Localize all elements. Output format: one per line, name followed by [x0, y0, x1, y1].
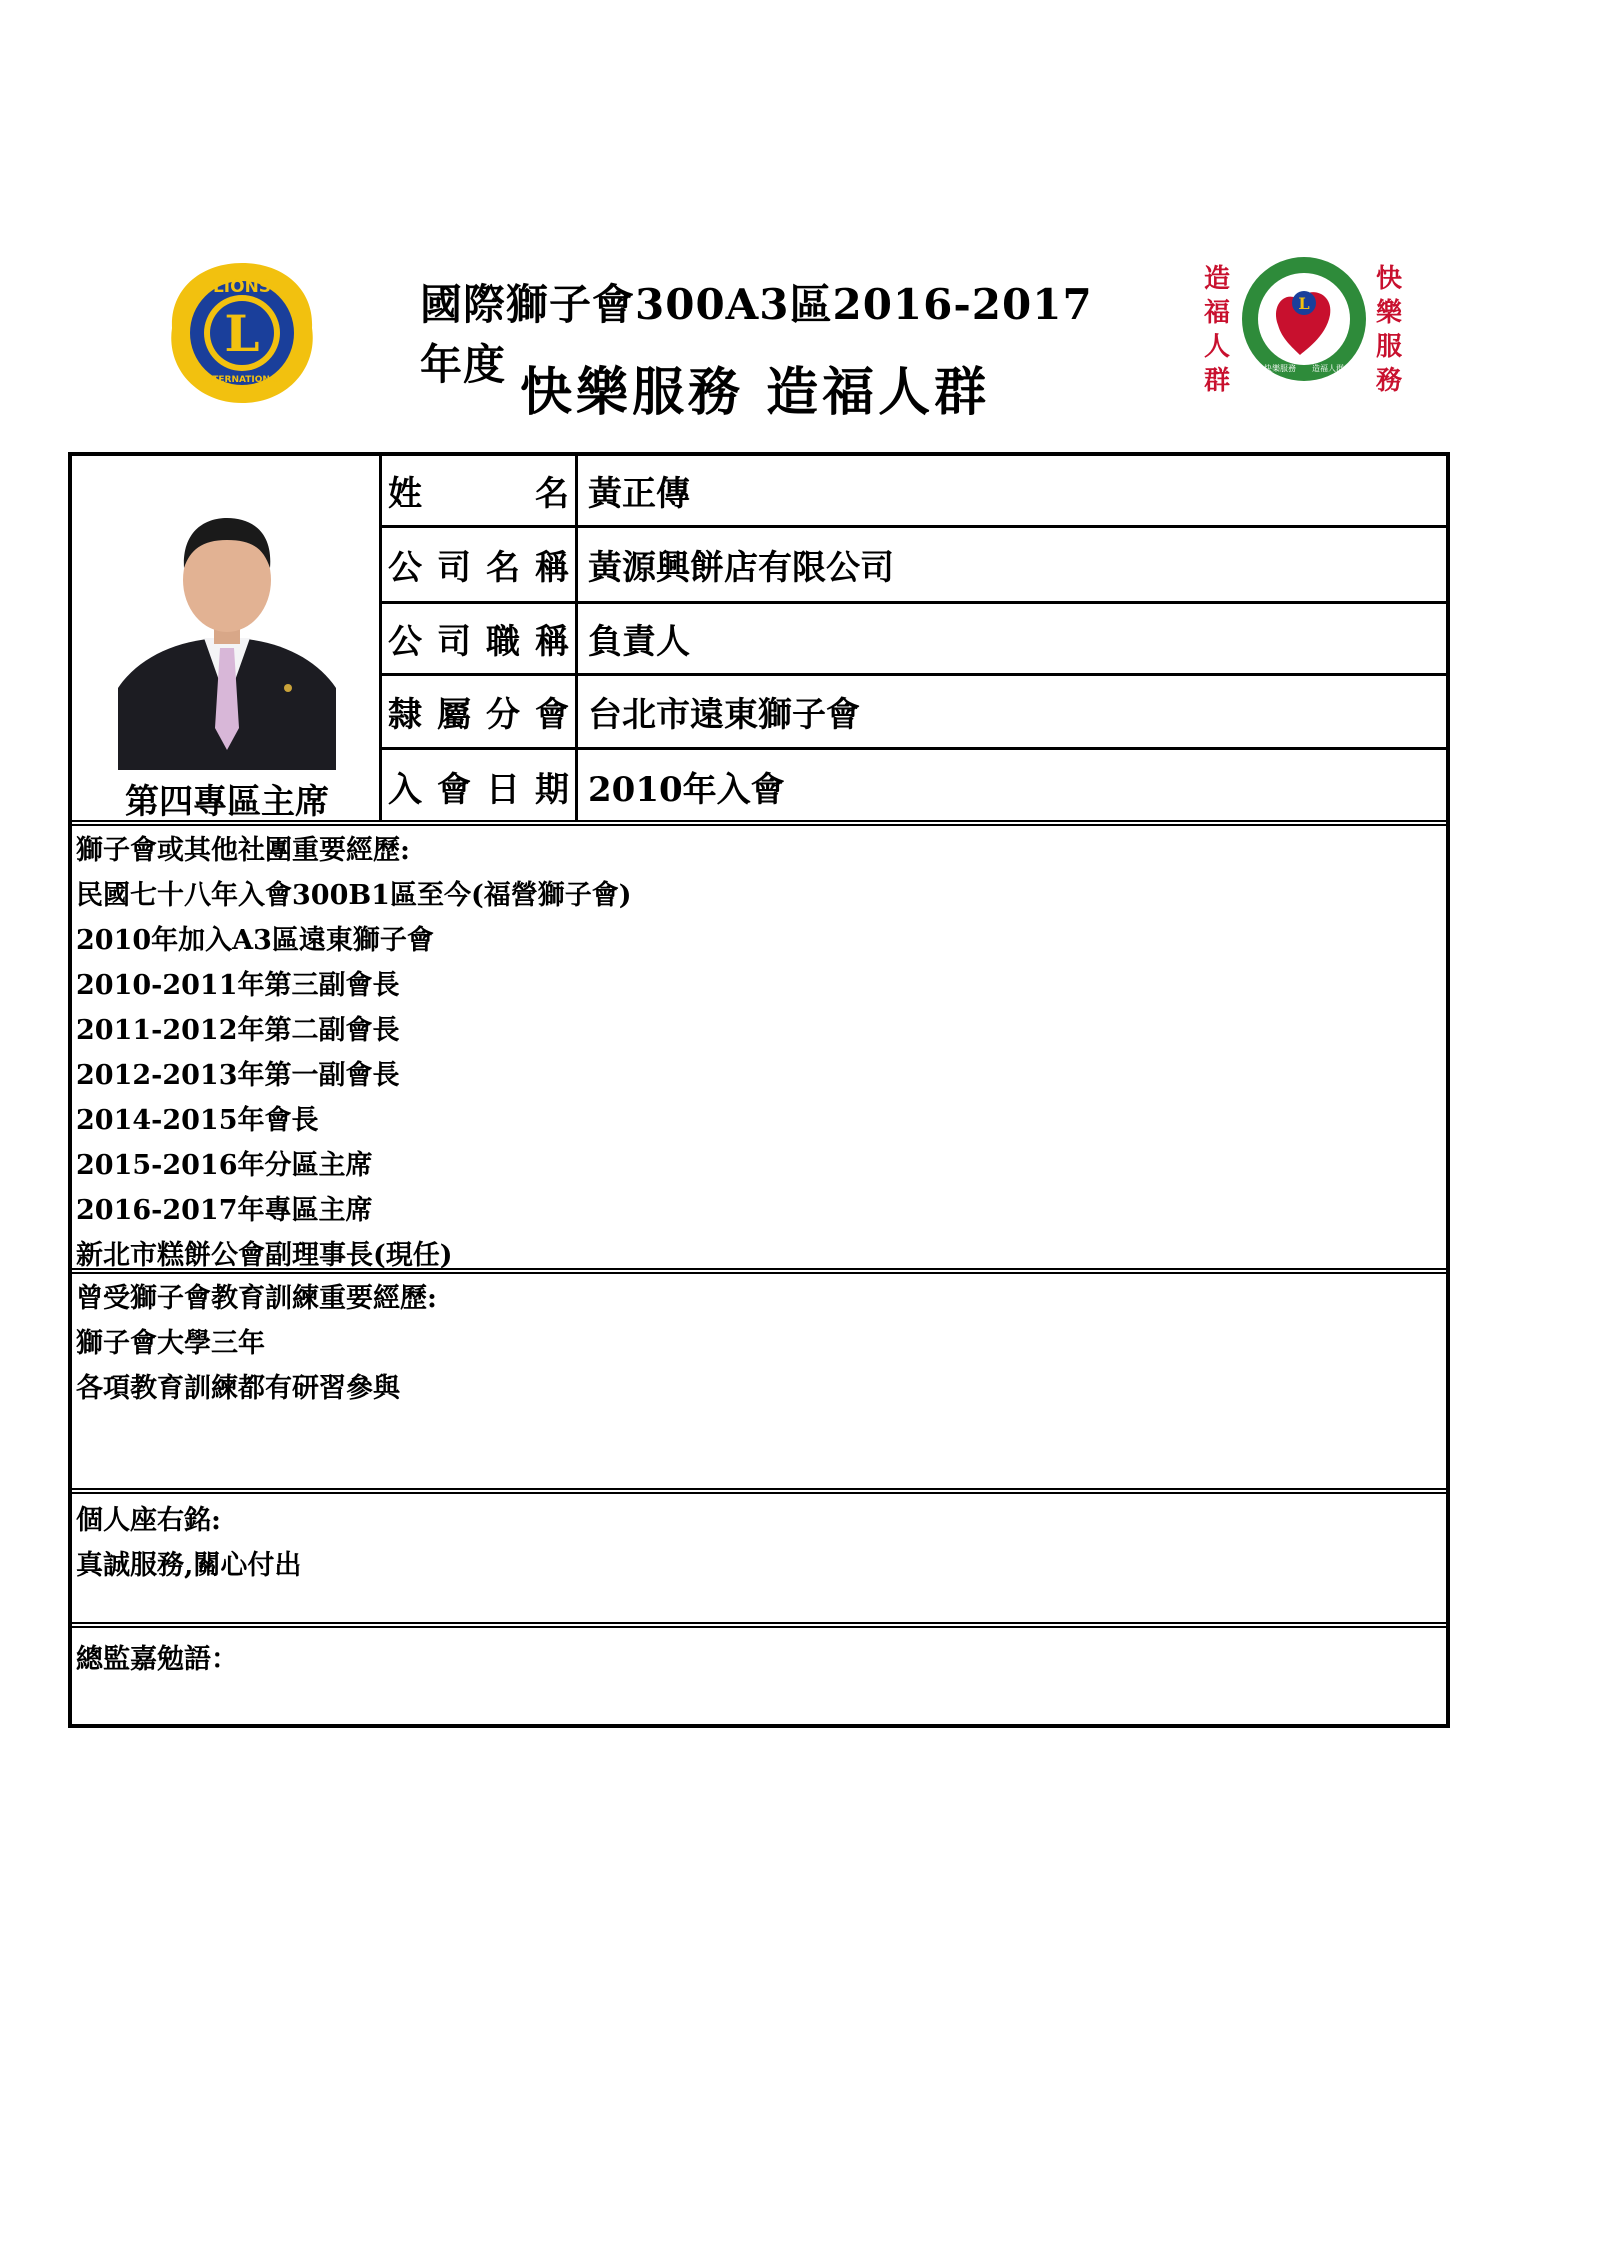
slogan-left: 造 福 人 群	[1203, 264, 1230, 396]
lions-international-logo	[162, 258, 322, 408]
table-row	[382, 528, 1450, 604]
emblem-letter: L	[1298, 294, 1310, 313]
label-job-title: 公 司 職 稱	[382, 604, 578, 673]
divider	[72, 820, 1450, 826]
slogan-right: 快 樂 服 務	[1375, 264, 1402, 396]
label-name: 姓 名	[382, 456, 578, 525]
district-emblem	[1240, 255, 1368, 383]
lions-logo-letter: L	[224, 304, 260, 363]
label-join-date: 入 會 日 期	[382, 750, 578, 822]
governor-section	[72, 1632, 1450, 1724]
label-club: 隸 屬 分 會	[382, 676, 578, 747]
emblem-bottom-right: 造福人群	[1312, 364, 1344, 373]
value-club: 台北市遠東獅子會	[588, 695, 860, 735]
value-company: 黃源興餅店有限公司	[588, 548, 894, 588]
photo-cell	[72, 456, 382, 822]
position-caption: 第四專區主席	[125, 782, 329, 822]
profile-card	[68, 452, 1450, 1728]
value-job-title: 負責人	[588, 622, 690, 662]
document-title: 國際獅子會300A3區2016-2017年度	[420, 280, 1093, 389]
motto-heading: 個人座右銘:	[76, 1505, 221, 1536]
list-item: 2010-2011年第三副會長	[76, 970, 400, 1001]
divider	[72, 1268, 1450, 1274]
table-row	[382, 750, 1450, 822]
list-item: 2016-2017年專區主席	[76, 1195, 373, 1226]
value-name: 黃正傳	[588, 474, 690, 514]
portrait-photo	[118, 488, 336, 770]
list-item: 2012-2013年第一副會長	[76, 1060, 400, 1091]
list-item: 新北市糕餅公會副理事長(現任)	[76, 1240, 453, 1271]
info-table	[382, 456, 1450, 822]
list-item: 2015-2016年分區主席	[76, 1150, 373, 1181]
label-company: 公 司 名 稱	[382, 528, 578, 601]
emblem-bottom-left: 快樂服務	[1264, 364, 1296, 373]
motto-text: 真誠服務,關心付出	[76, 1550, 302, 1581]
list-item: 2010年加入A3區遠東獅子會	[76, 925, 434, 956]
table-row	[382, 456, 1450, 528]
divider	[72, 1488, 1450, 1494]
list-item: 民國七十八年入會300B1區至今(福營獅子會)	[76, 880, 632, 911]
list-item: 2014-2015年會長	[76, 1105, 319, 1136]
experience-heading: 獅子會或其他社團重要經歷:	[76, 835, 410, 866]
experience-section	[72, 828, 1450, 1271]
list-item: 各項教育訓練都有研習參與	[76, 1373, 400, 1404]
governor-heading: 總監嘉勉語：	[76, 1644, 238, 1675]
motto-section	[72, 1498, 1450, 1624]
document-subtitle: 快樂服務 造福人群	[520, 362, 991, 423]
value-join-date: 2010年入會	[588, 769, 785, 810]
list-item: 獅子會大學三年	[76, 1328, 265, 1359]
table-row	[382, 676, 1450, 750]
lions-logo-bottom: INTERNATIONAL	[201, 375, 283, 385]
training-section	[72, 1276, 1450, 1488]
table-row	[382, 604, 1450, 676]
list-item: 2011-2012年第二副會長	[76, 1015, 400, 1046]
divider	[72, 1622, 1450, 1628]
lions-logo-top: LIONS	[212, 277, 272, 297]
training-heading: 曾受獅子會教育訓練重要經歷:	[76, 1283, 437, 1314]
